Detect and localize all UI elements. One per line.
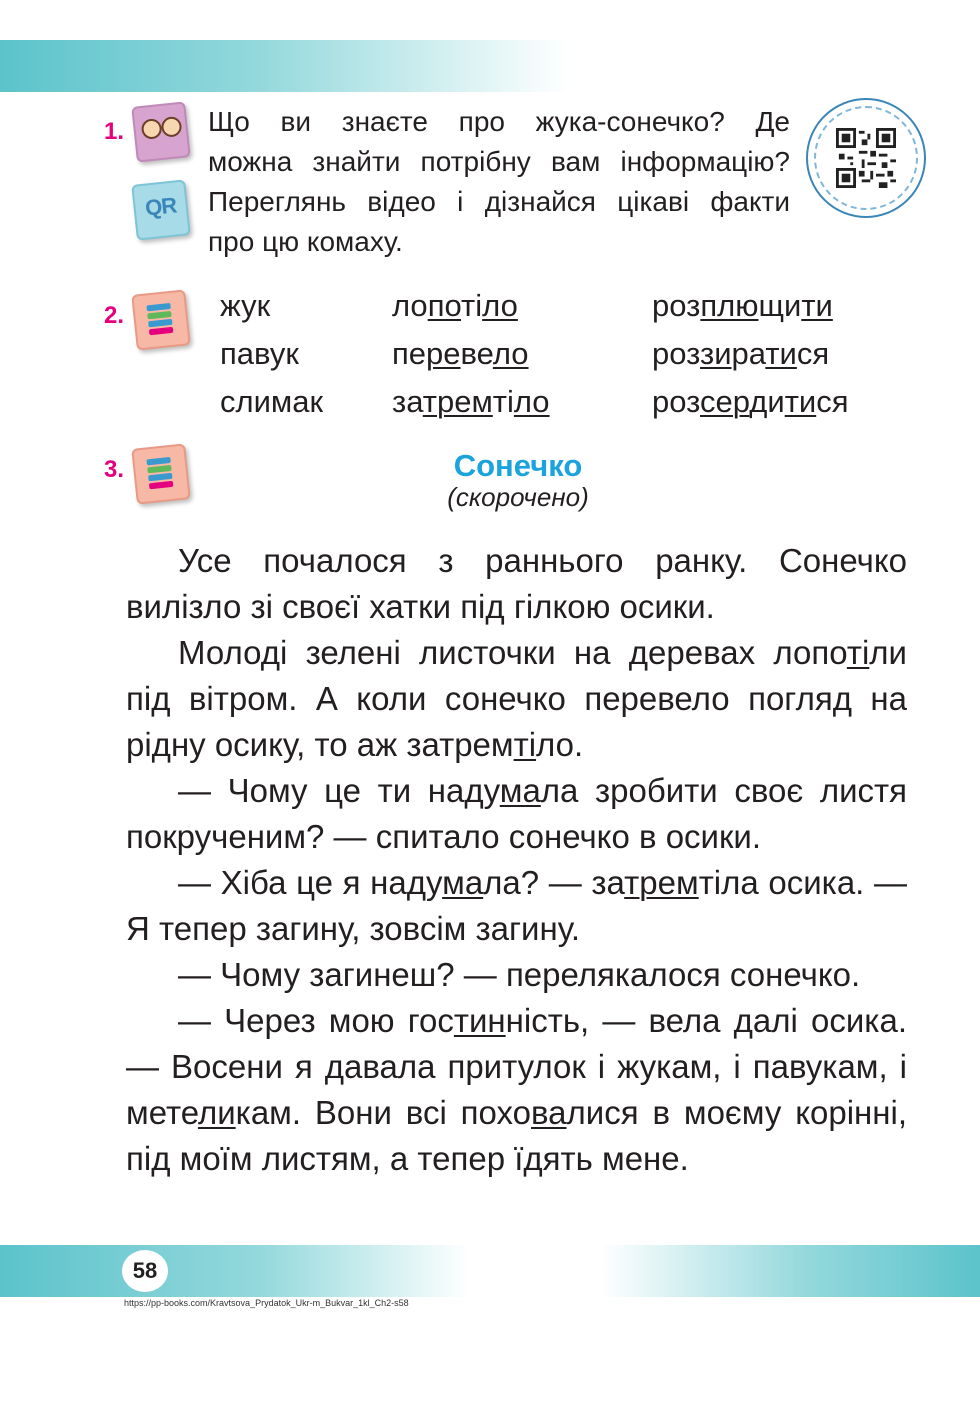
story-paragraph — [126, 538, 907, 630]
syllable: ті — [461, 288, 483, 323]
word — [652, 282, 849, 330]
word — [392, 378, 550, 426]
bottom-color-band-right — [600, 1245, 980, 1297]
syllable: роз — [652, 384, 700, 419]
syllable: — Через мою гос — [178, 1002, 454, 1039]
syllable: тіла осика. — Я тепер загину, зовсім загину. — [126, 864, 907, 947]
syllable: ди — [749, 384, 785, 419]
story-paragraph — [126, 630, 907, 768]
syllable: Молоді зелені листочки на деревах лопо — [178, 634, 847, 671]
underlined-syllable: сер — [700, 384, 750, 419]
syllable: Усе почалося з раннього ранку. Сонечко вилізло зі своєї хатки під гілкою осики. — [126, 542, 907, 625]
underlined-syllable: зи — [700, 336, 732, 371]
underlined-syllable: ти — [801, 288, 833, 323]
syllable: кам. Вони всі похо — [235, 1094, 532, 1131]
underlined-syllable: плю — [700, 288, 759, 323]
underlined-syllable: ло — [513, 384, 550, 419]
syllable: пе — [392, 336, 427, 371]
word-column-3 — [652, 282, 849, 426]
syllable: ли під вітром. А коли сонечко перевело погляд на рідну осику, то аж затрем — [126, 634, 907, 763]
word — [392, 282, 550, 330]
underlined-syllable: ма — [442, 864, 484, 901]
underlined-syllable: ва — [531, 1094, 567, 1131]
syllable: ся — [816, 384, 849, 419]
task-1-line: можна знайти потрібну вам інформацію? — [208, 146, 790, 177]
syllable: ла? — за — [483, 864, 625, 901]
top-color-band — [0, 40, 570, 92]
underlined-syllable: тин — [453, 1002, 506, 1039]
underlined-syllable: ли — [197, 1094, 236, 1131]
syllable: ло. — [536, 726, 584, 763]
word — [652, 378, 849, 426]
syllable: ся — [796, 336, 830, 371]
task-1-number: 1. — [104, 118, 125, 145]
underlined-syllable: трем — [624, 864, 699, 901]
syllable: — Чому загинеш? — перелякалося сонечко. — [178, 956, 861, 993]
underlined-syllable: по — [427, 288, 462, 323]
story-text — [126, 538, 907, 1182]
underlined-syllable: ло — [482, 288, 518, 323]
syllable: ті — [492, 384, 514, 419]
syllable: — Хіба це я наду — [178, 864, 443, 901]
syllable: за — [392, 384, 423, 419]
syllable: ність, — вела далі осика. — Восени я давала притулок і жукам, і павукам, і мете — [126, 1002, 907, 1131]
task-1-line: про цю комаху. — [208, 226, 403, 257]
task-1-line: Що ви знаєте про жука-сонечко? Де — [208, 106, 790, 137]
word-column-2 — [392, 282, 550, 426]
word: павук — [220, 336, 299, 371]
syllable: ве — [460, 336, 493, 371]
kids-reading-icon — [131, 101, 191, 162]
task-3-number: 3. — [104, 456, 125, 483]
story-subtitle: (скорочено) — [447, 482, 589, 512]
syllable: роз — [652, 288, 701, 323]
qr-icon-label: QR — [143, 192, 178, 221]
word: слимак — [220, 384, 324, 419]
underlined-syllable: ма — [499, 772, 541, 809]
word — [392, 330, 550, 378]
qr-code-icon[interactable] — [836, 128, 896, 188]
story-paragraph — [126, 860, 907, 952]
task-1-line: Переглянь відео і дізнайся цікаві факти — [208, 186, 790, 217]
word: жук — [220, 288, 271, 323]
qr-code-badge[interactable] — [806, 98, 926, 218]
syllable: щи — [758, 288, 802, 323]
underlined-syllable: ти — [765, 336, 797, 371]
page-url[interactable]: https://pp-books.com/Kravtsova_Prydatok_Ukr-m_Bukvar_1kl_Ch2-s58 — [124, 1298, 409, 1308]
story-paragraph — [126, 952, 907, 998]
underlined-syllable: ти — [784, 384, 817, 419]
bottom-color-band-left — [0, 1245, 470, 1297]
underlined-syllable: ті — [846, 634, 870, 671]
underlined-syllable: ло — [492, 336, 529, 371]
page-number: 58 — [122, 1250, 168, 1292]
syllable: роз — [652, 336, 700, 371]
underlined-syllable: ре — [426, 336, 461, 371]
syllable: ло — [392, 288, 428, 323]
books-stack-icon — [131, 289, 191, 350]
word — [652, 330, 849, 378]
story-paragraph — [126, 768, 907, 860]
syllable: ла зробити своє листя покрученим? — спитало сонечко в осики. — [126, 772, 907, 855]
syllable: — Чому це ти наду — [178, 772, 500, 809]
task-1-text — [208, 102, 790, 262]
books-stack-icon — [131, 443, 191, 504]
task-2-number: 2. — [104, 302, 125, 329]
underlined-syllable: трем — [422, 384, 493, 419]
story-title: Сонечко — [453, 448, 583, 483]
word-column-1 — [220, 282, 323, 426]
syllable: ра — [731, 336, 766, 371]
qr-icon — [131, 179, 191, 240]
story-paragraph — [126, 998, 907, 1182]
underlined-syllable: ті — [513, 726, 537, 763]
syllable: лися в моєму корінні, під моїм листям, а тепер їдять мене. — [126, 1094, 907, 1177]
